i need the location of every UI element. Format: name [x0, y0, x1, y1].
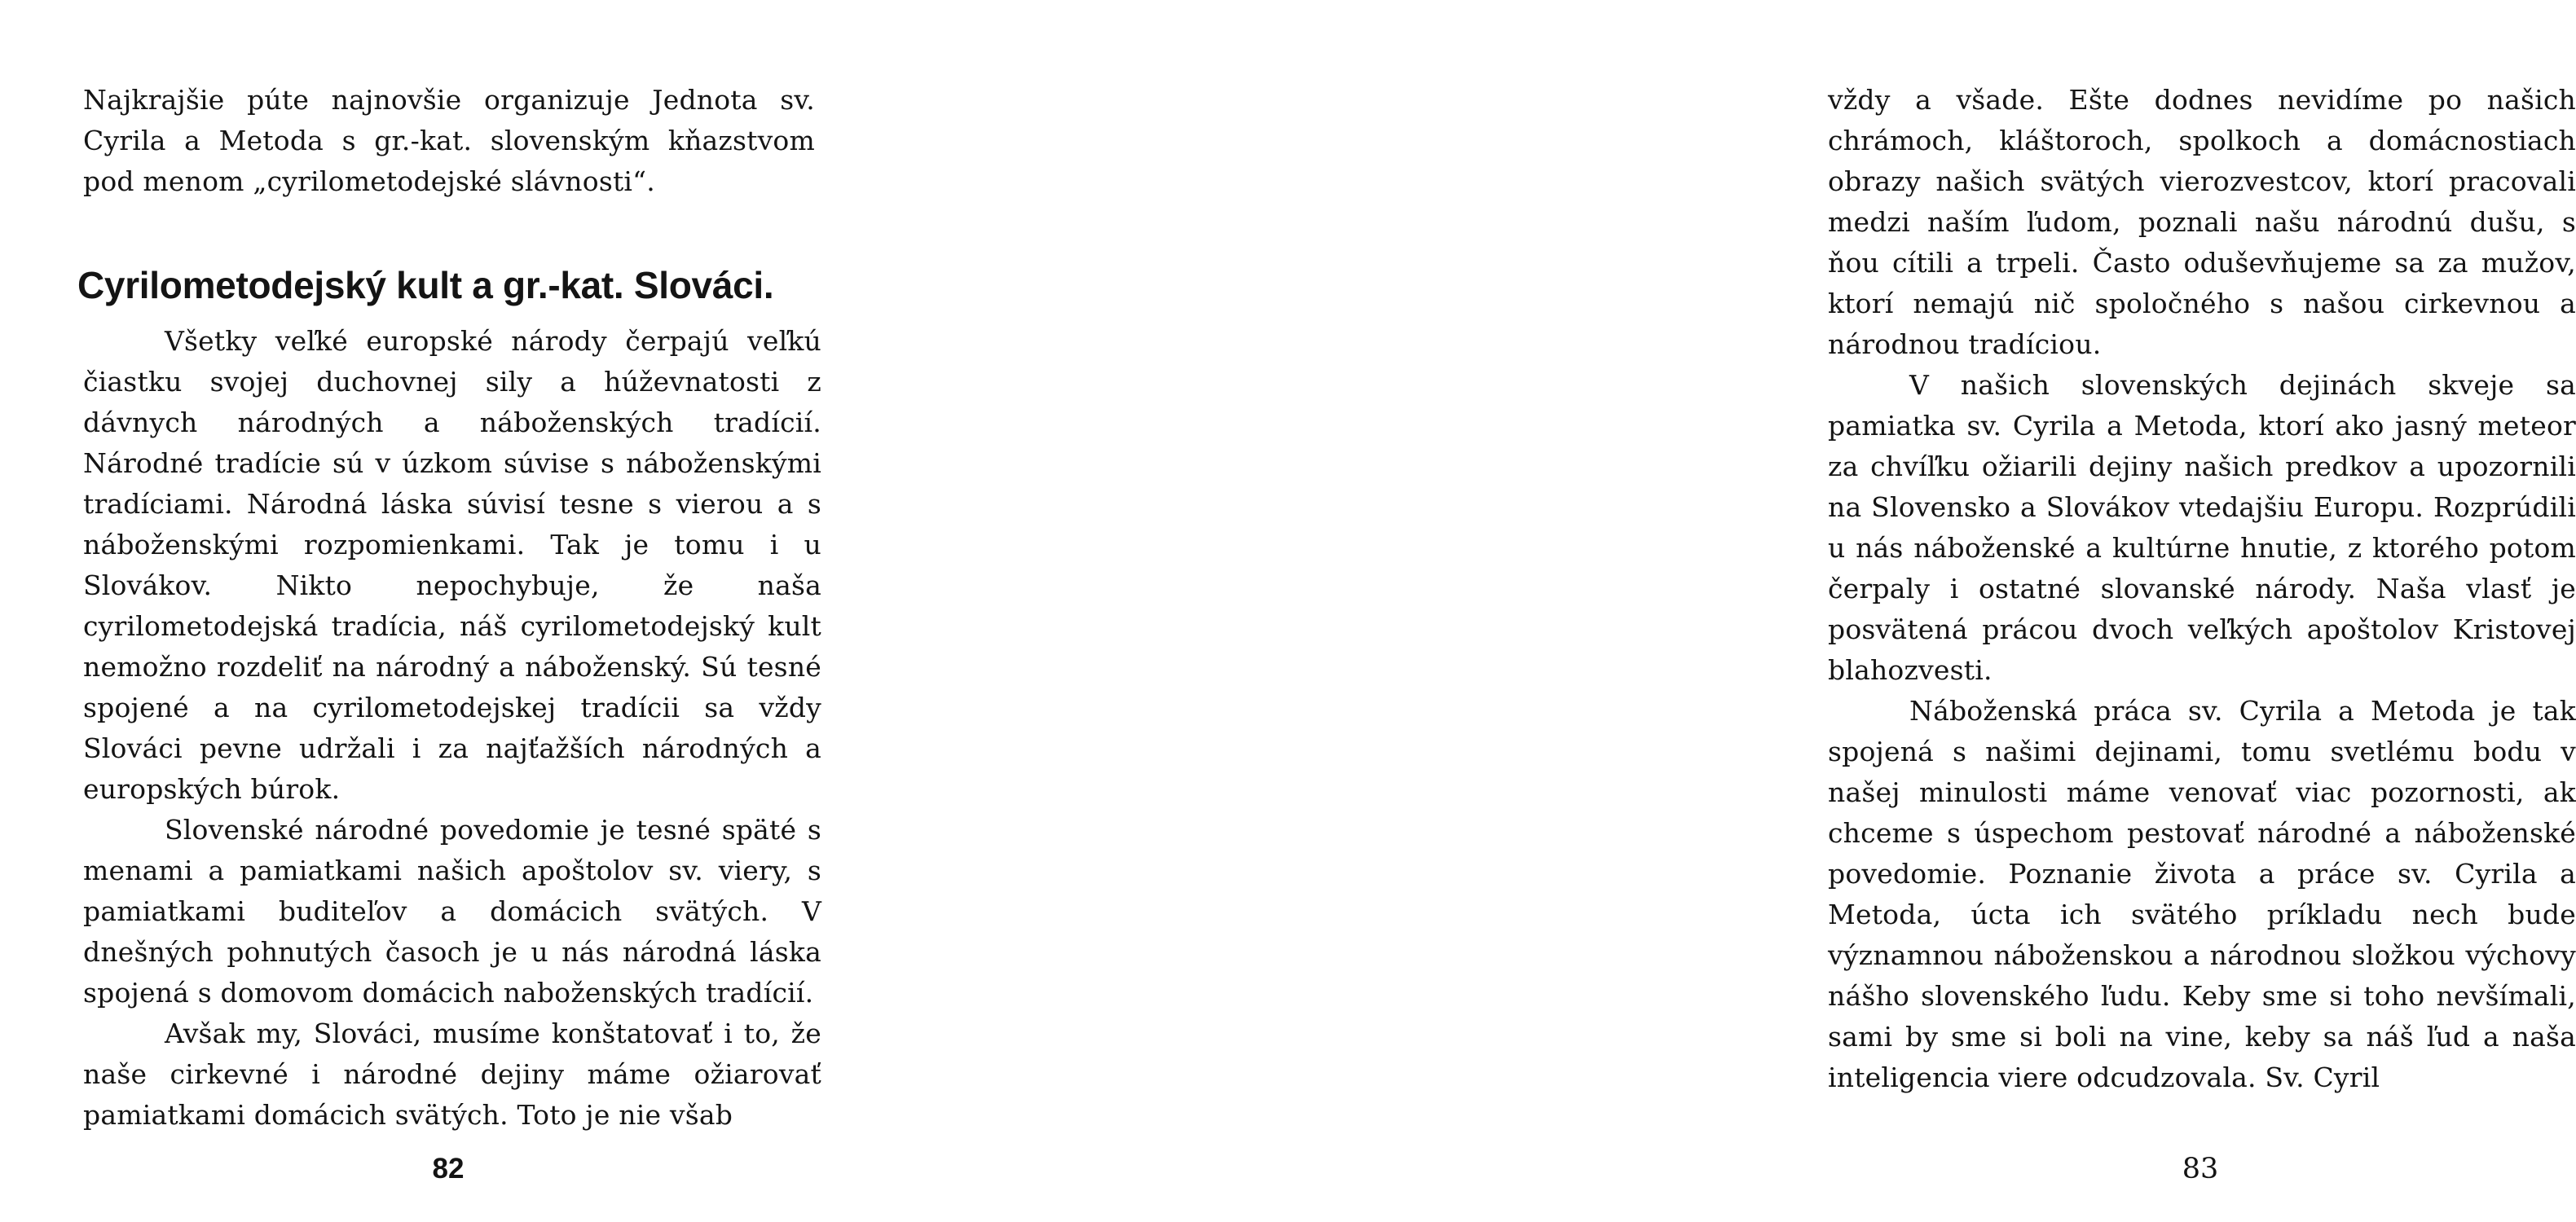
paragraph: Avšak my, Slováci, musíme konštatovať i to, že naše cirkevné i národné dejiny máme ožiarovať pamiatkami domácich svätých. Toto je nie všab — [83, 1018, 821, 1131]
right-body-text — [1828, 80, 2576, 1098]
paragraph: vždy a všade. Ešte dodnes nevidíme po našich chrámoch, kláštoroch, spolkoch a domácnostiach obrazy našich svätých vierozvestcov, ktorí pracovali medzi naším ľudom, poznali našu národnú dušu, s ňou cítili a trpeli. Často oduševňujeme sa za mužov, ktorí nemajú nič spoločného s našou cirkevnou a národnou tradíciou. — [1828, 84, 2576, 360]
right-page — [876, 0, 2576, 1222]
intro-text: Najkrajšie púte najnovšie organizuje Jednota sv. Cyrila a Metoda s gr.-kat. slovenským kňazstvom pod menom „cyrilometodejské slávnosti“. — [83, 84, 815, 197]
left-page — [0, 0, 876, 1222]
paragraph: Slovenské národné povedomie je tesné späté s menami a pamiatkami našich apoštolov sv. viery, s pamiatkami buditeľov a domácich svätých. V dnešných pohnutých časoch je u nás národná láska spojená s domovom domácich naboženských tradícií. — [83, 814, 821, 1009]
page-number: 83 — [2182, 1153, 2219, 1185]
page-number: 82 — [432, 1153, 465, 1185]
paragraph: Náboženská práca sv. Cyrila a Metoda je tak spojená s našimi dejinami, tomu svetlému bodu v našej minulosti máme venovať viac pozornosti, ak chceme s úspechom pestovať národné a náboženské povedomie. Poznanie života a práce sv. Cyrila a Metoda, úcta ich svätého príkladu nech bude významnou náboženskou a národnou složkou výchovy nášho slovenského ľudu. Keby sme si toho nevšímali, sami by sme si boli na vine, keby sa náš ľud a naša inteligencia viere odcudzovala. Sv. Cyril — [1828, 695, 2576, 1093]
left-body-text — [83, 321, 821, 1136]
paragraph: V našich slovenských dejinách skveje sa pamiatka sv. Cyrila a Metoda, ktorí ako jasný meteor za chvíľku ožiarili dejiny našich predkov a upozornili na Slovensko a Slovákov vtedajšiu Europu. Rozprúdili u nás náboženské a kultúrne hnutie, z ktorého potom čerpaly i ostatné slovanské národy. Naša vlasť je posvätená prácou dvoch veľkých apoštolov Kristovej blahozvesti. — [1828, 369, 2576, 686]
paragraph: Všetky veľké europské národy čerpajú veľkú čiastku svojej duchovnej sily a húževnatosti z dávnych národných a náboženských tradícií. Národné tradície sú v úzkom súvise s náboženskými tradíciami. Národná láska súvisí tesne s vierou a s náboženskými rozpomienkami. Tak je tomu i u Slovákov. Nikto nepochybuje, že naša cyrilometodejská tradícia, náš cyrilometodejský kult nemožno rozdeliť na národný a náboženský. Sú tesné spojené a na cyrilometodejskej tradícii sa vždy Slováci pevne udržali i za najťažších národných a europských búrok. — [83, 325, 821, 805]
intro-paragraph — [83, 80, 815, 202]
section-heading: Cyrilometodejský kult a gr.-kat. Slováci. — [77, 264, 774, 306]
